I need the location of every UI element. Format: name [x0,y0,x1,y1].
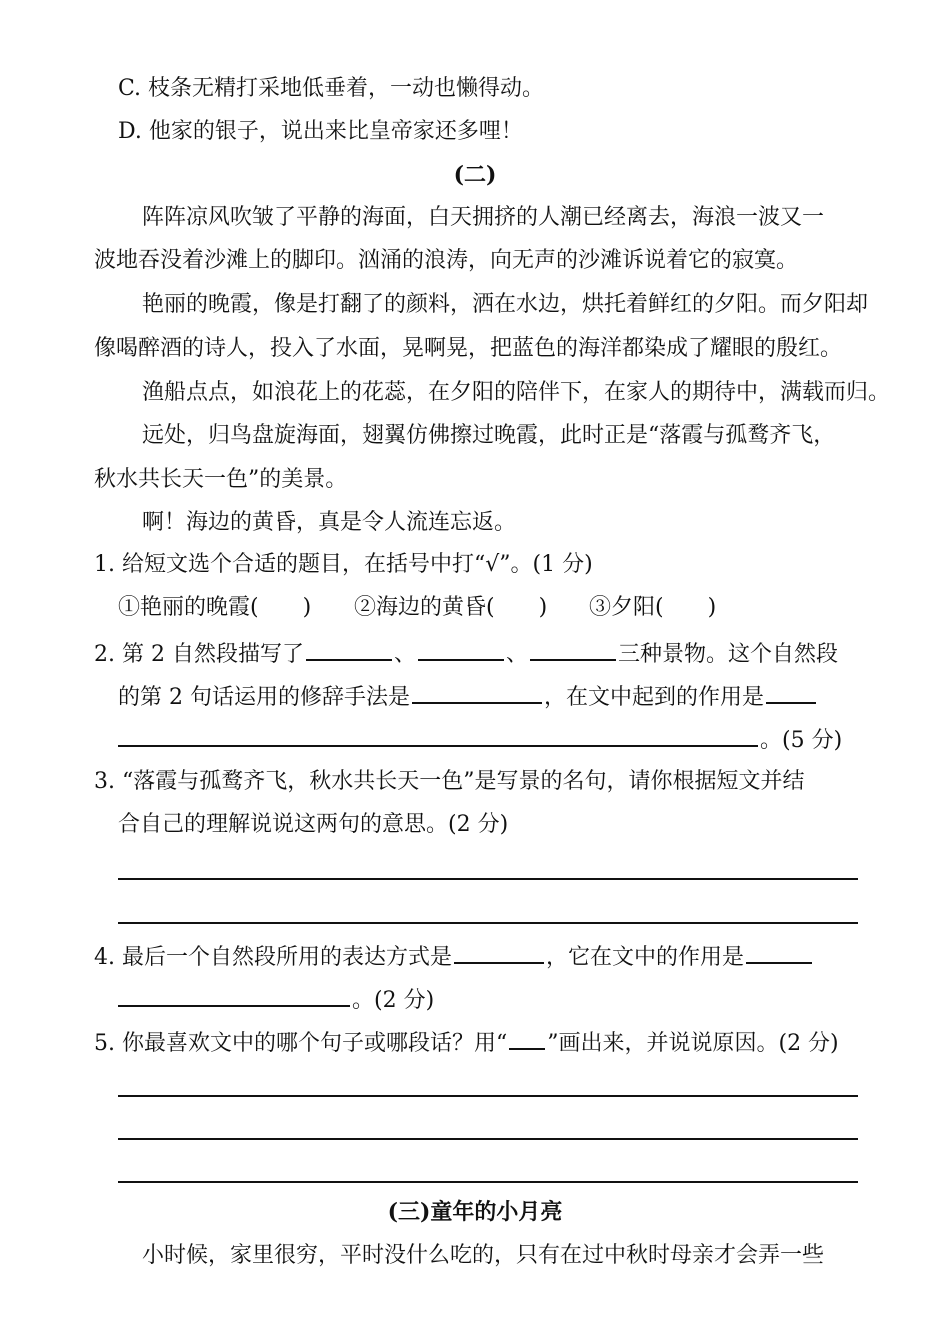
q2-separator: 、 [393,642,416,667]
answer-blank[interactable] [454,940,544,964]
question-4-line2 [118,983,434,1016]
answer-line[interactable] [118,1181,858,1183]
section-title: (二) [453,162,497,188]
passage-line: 波地吞没着沙滩上的脚印。汹涌的浪涛，向无声的沙滩诉说着它的寂寞。 [94,248,799,273]
passage-line: 像喝醉酒的诗人，投入了水面，晃啊晃，把蓝色的海洋都染成了耀眼的殷红。 [94,336,843,361]
answer-blank[interactable] [530,637,616,661]
answer-line[interactable] [118,922,858,924]
question-4-line1 [94,940,814,973]
answer-blank[interactable] [306,637,392,661]
option-2[interactable]: ②海边的黄昏( ) [354,595,548,620]
answer-blank[interactable] [746,940,812,964]
q4-text-c: 。(2 分) [352,988,435,1013]
answer-blank[interactable] [766,680,816,704]
question-1: 1. 给短文选个合适的题目，在括号中打“√”。(1 分) [94,552,593,577]
q2-text-e: 。(5 分) [760,728,843,753]
answer-blank[interactable] [118,983,350,1007]
q2-text-d: ，在文中起到的作用是 [543,685,764,710]
q5-text-a: 5. 你最喜欢文中的哪个句子或哪段话？用“ [94,1031,508,1056]
option-c: C. 枝条无精打采地低垂着，一动也懒得动。 [118,76,545,101]
q2-text-a: 2. 第 2 自然段描写了 [94,642,304,667]
underline-sample [509,1026,545,1050]
answer-blank[interactable] [412,680,542,704]
question-2-line1 [94,637,838,670]
question-3-line2: 合自己的理解说说这两句的意思。(2 分) [118,812,509,837]
answer-blank[interactable] [118,723,758,747]
passage-line: 阵阵凉风吹皱了平静的海面，白天拥挤的人潮已经离去，海浪一波又一 [142,205,825,230]
option-1[interactable]: ①艳丽的晚霞( ) [118,595,312,620]
passage-line: 秋水共长天一色”的美景。 [94,467,348,492]
q4-text-b: ，它在文中的作用是 [546,945,745,970]
q2-text-b: 三种景物。这个自然段 [618,642,839,667]
question-3-line1: 3. “落霞与孤鹜齐飞，秋水共长天一色”是写景的名句，请你根据短文并结 [94,769,805,794]
passage-line: 远处，归鸟盘旋海面，翅翼仿佛擦过晚霞，此时正是“落霞与孤鹜齐飞， [142,423,836,448]
question-2-line3 [118,723,842,756]
q4-text-a: 4. 最后一个自然段所用的表达方式是 [94,945,452,970]
question-5 [94,1026,839,1059]
q2-text-c: 的第 2 句话运用的修辞手法是 [118,685,410,710]
option-d: D. 他家的银子，说出来比皇帝家还多哩！ [118,119,523,144]
answer-line[interactable] [118,1095,858,1097]
answer-line[interactable] [118,1138,858,1140]
option-3[interactable]: ③夕阳( ) [589,595,717,620]
q5-text-b: ”画出来，并说说原因。(2 分) [547,1031,839,1056]
passage-line: 小时候，家里很穷，平时没什么吃的，只有在过中秋时母亲才会弄一些 [142,1243,825,1268]
question-2-line2 [118,680,818,713]
answer-line[interactable] [118,878,858,880]
q2-separator: 、 [505,642,528,667]
answer-blank[interactable] [418,637,504,661]
passage-line: 艳丽的晚霞，像是打翻了的颜料，洒在水边，烘托着鲜红的夕阳。而夕阳却 [142,292,869,317]
passage-line: 啊！海边的黄昏，真是令人流连忘返。 [142,510,517,535]
question-1-options [118,593,716,623]
section-3-title: (三)童年的小月亮 [387,1199,563,1225]
passage-line: 渔船点点，如浪花上的花蕊，在夕阳的陪伴下，在家人的期待中，满载而归。 [142,380,891,405]
